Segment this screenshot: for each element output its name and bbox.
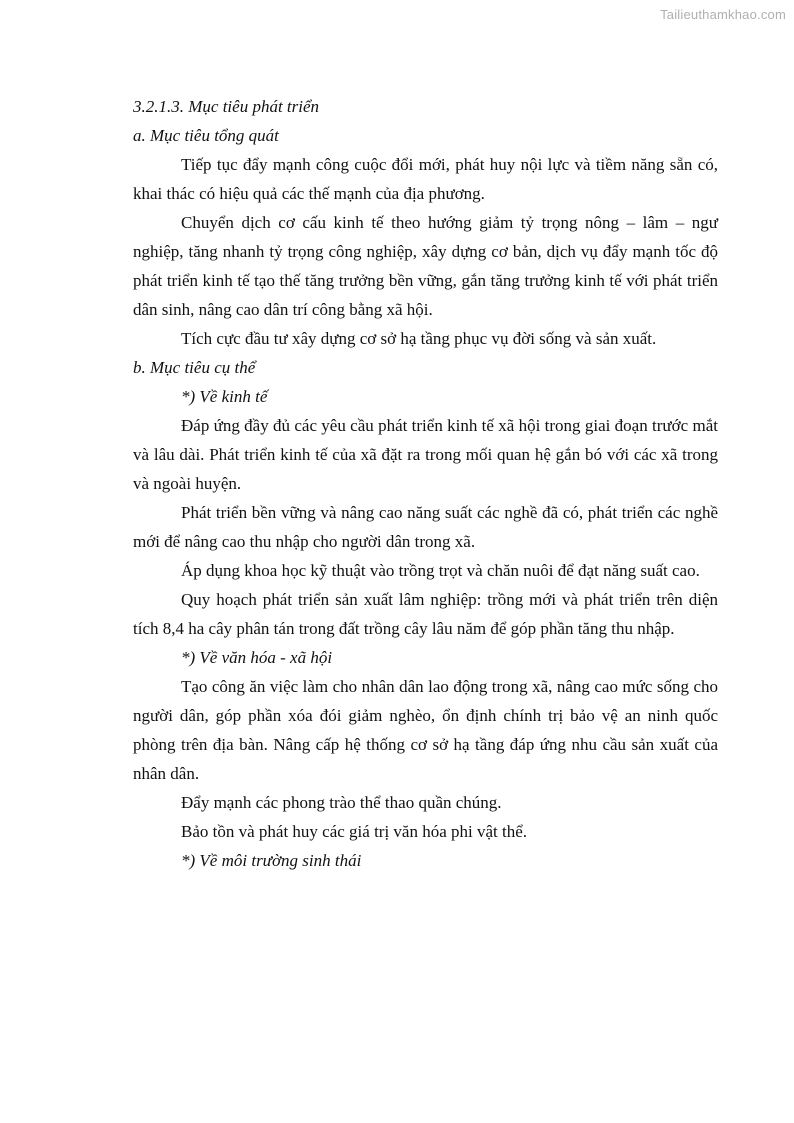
paragraph: Tiếp tục đẩy mạnh công cuộc đổi mới, phát huy nội lực và tiềm năng sẵn có, khai thác có hiệu quả các thế mạnh của địa phương. (133, 155, 718, 203)
document-page (133, 92, 718, 875)
subsection-culture-heading: *) Về văn hóa - xã hội (181, 648, 333, 667)
paragraph: Bảo tồn và phát huy các giá trị văn hóa phi vật thể. (181, 822, 528, 841)
paragraph: Chuyển dịch cơ cấu kinh tế theo hướng giảm tỷ trọng nông – lâm – ngư nghiệp, tăng nhanh tỷ trọng công nghiệp, xây dựng cơ bản, dịch vụ đẩy mạnh tốc độ phát triển kinh tế tạo thế tăng trưởng bền vững, gắn tăng trưởng kinh tế với phát triển dân sinh, nâng cao dân trí công bằng xã hội. (133, 213, 718, 319)
paragraph: Đáp ứng đầy đủ các yêu cầu phát triển kinh tế xã hội trong giai đoạn trước mắt và lâu dài. Phát triển kinh tế của xã đặt ra trong mối quan hệ gắn bó với các xã trong và ngoài huyện. (133, 416, 718, 493)
paragraph: Tạo công ăn việc làm cho nhân dân lao động trong xã, nâng cao mức sống cho người dân, góp phần xóa đói giảm nghèo, ổn định chính trị bảo vệ an ninh quốc phòng trên địa bàn. Nâng cấp hệ thống cơ sở hạ tầng đáp ứng nhu cầu sản xuất của nhân dân. (133, 677, 718, 783)
section-heading: 3.2.1.3. Mục tiêu phát triển (133, 97, 320, 116)
paragraph: Quy hoạch phát triển sản xuất lâm nghiệp: trồng mới và phát triển trên diện tích 8,4 ha cây phân tán trong đất trồng cây lâu năm để góp phần tăng thu nhập. (133, 590, 718, 638)
watermark: Tailieuthamkhao.com (660, 7, 786, 22)
subsection-economy-heading: *) Về kinh tế (181, 387, 268, 406)
paragraph: Phát triển bền vững và nâng cao năng suất các nghề đã có, phát triển các nghề mới để nâng cao thu nhập cho người dân trong xã. (133, 503, 718, 551)
paragraph: Tích cực đầu tư xây dựng cơ sở hạ tầng phục vụ đời sống và sản xuất. (181, 329, 657, 348)
paragraph: Áp dụng khoa học kỹ thuật vào trồng trọt và chăn nuôi để đạt năng suất cao. (181, 561, 700, 580)
subheading-general-goals: a. Mục tiêu tổng quát (133, 126, 279, 145)
subheading-specific-goals: b. Mục tiêu cụ thể (133, 358, 256, 377)
paragraph: Đẩy mạnh các phong trào thể thao quần chúng. (181, 793, 502, 812)
subsection-environment-heading: *) Về môi trường sinh thái (181, 851, 362, 870)
